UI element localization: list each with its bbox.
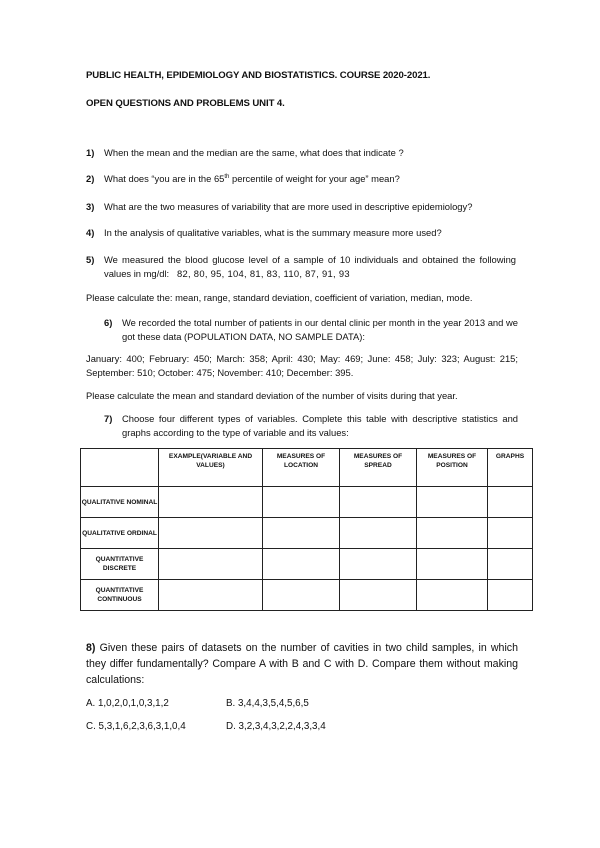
question-4 [86, 226, 516, 240]
table-cell [159, 580, 263, 611]
table-header-cell [81, 449, 159, 487]
row-label: QUALITATIVE NOMINAL [81, 487, 159, 518]
question-text-part: percentile of weight for your age” mean? [229, 173, 400, 184]
question-2 [86, 172, 516, 186]
table-cell [417, 487, 488, 518]
table-header-cell: MEASURES OF POSITION [417, 449, 488, 487]
question-text: In the analysis of qualitative variables, what is the summary measure more used? [104, 227, 442, 238]
question-text [104, 172, 516, 186]
superscript: th [224, 174, 230, 180]
question-number: 7) [104, 413, 113, 424]
statistics-table [80, 448, 533, 611]
table-cell [340, 580, 417, 611]
question-3 [86, 200, 516, 214]
question-6 [104, 316, 518, 344]
question-text: What are the two measures of variability that are more used in descriptive epidemiology? [104, 201, 473, 212]
table-cell [159, 518, 263, 549]
dataset-b: B. 3,4,4,3,5,4,5,6,5 [226, 698, 309, 709]
question-5 [86, 253, 516, 281]
table-cell [159, 549, 263, 580]
question-number: 2) [86, 173, 95, 184]
table-row [81, 487, 533, 518]
table-cell [417, 518, 488, 549]
question-7 [104, 412, 518, 440]
question-text-part: We measured the blood glucose level of a sample of 10 individuals and obtained the following values in mg/dl: [104, 254, 516, 279]
question-1 [86, 146, 516, 160]
table-row [81, 518, 533, 549]
table-cell [488, 549, 533, 580]
row-label: QUANTITATIVE DISCRETE [81, 549, 159, 580]
question-number: 6) [104, 317, 113, 328]
table-cell [417, 580, 488, 611]
table-header-cell: GRAPHS [488, 449, 533, 487]
question-text [104, 253, 516, 281]
question-number: 5) [86, 254, 95, 265]
table-cell [488, 580, 533, 611]
table-cell [488, 487, 533, 518]
question-text: Choose four different types of variables. Complete this table with descriptive statistics and graphs according to the type of variable and its values: [122, 413, 518, 438]
dataset-a: A. 1,0,2,0,1,0,3,1,2 [86, 698, 169, 709]
question-number: 3) [86, 201, 95, 212]
question-text: When the mean and the median are the same, what does that indicate ? [104, 147, 404, 158]
question-8 [86, 640, 518, 688]
table-cell [488, 518, 533, 549]
row-label: QUALITATIVE ORDINAL [81, 518, 159, 549]
dataset-c: C. 5,3,1,6,2,3,6,3,1,0,4 [86, 721, 186, 732]
table-header-row [81, 449, 533, 487]
table-header-cell: EXAMPLE(VARIABLE AND VALUES) [159, 449, 263, 487]
row-label: QUANTITATIVE CONTINUOUS [81, 580, 159, 611]
table-cell [417, 549, 488, 580]
question-number: 8) [86, 642, 96, 654]
table-header-cell: MEASURES OF SPREAD [340, 449, 417, 487]
table-cell [340, 487, 417, 518]
table-cell [263, 487, 340, 518]
table-cell [263, 580, 340, 611]
question-text-part: What does “you are in the 65 [104, 173, 225, 184]
q6-instruction: Please calculate the mean and standard deviation of the number of visits during that year. [86, 390, 458, 401]
document-title: PUBLIC HEALTH, EPIDEMIOLOGY AND BIOSTATISTICS. COURSE 2020-2021. [86, 70, 431, 81]
q5-instruction: Please calculate the: mean, range, standard deviation, coefficient of variation, median, mode. [86, 292, 473, 303]
table-cell [340, 549, 417, 580]
question-number: 1) [86, 147, 95, 158]
table-cell [340, 518, 417, 549]
table-cell [263, 518, 340, 549]
table-row [81, 580, 533, 611]
table-row [81, 549, 533, 580]
question-text: We recorded the total number of patients in our dental clinic per month in the year 2013 and we got these data (POPULATION DATA, NO SAMPLE DATA): [122, 317, 518, 342]
table-cell [263, 549, 340, 580]
glucose-values: 82, 80, 95, 104, 81, 83, 110, 87, 91, 93 [176, 268, 350, 279]
question-number: 4) [86, 227, 95, 238]
table-header-cell: MEASURES OF LOCATION [263, 449, 340, 487]
table-cell [159, 487, 263, 518]
document-subtitle: OPEN QUESTIONS AND PROBLEMS UNIT 4. [86, 98, 285, 109]
dataset-d: D. 3,2,3,4,3,2,2,4,3,3,4 [226, 721, 326, 732]
q6-data: January: 400; February: 450; March: 358; April: 430; May: 469; June: 458; July: 323; August: 215; September: 510; October: 475; November: 410; December: 395. [86, 353, 518, 378]
question-text: Given these pairs of datasets on the number of cavities in two child samples, in which they differ fundamentally? Compare A with B and C with D. Compare them without making calculations: [86, 642, 518, 686]
